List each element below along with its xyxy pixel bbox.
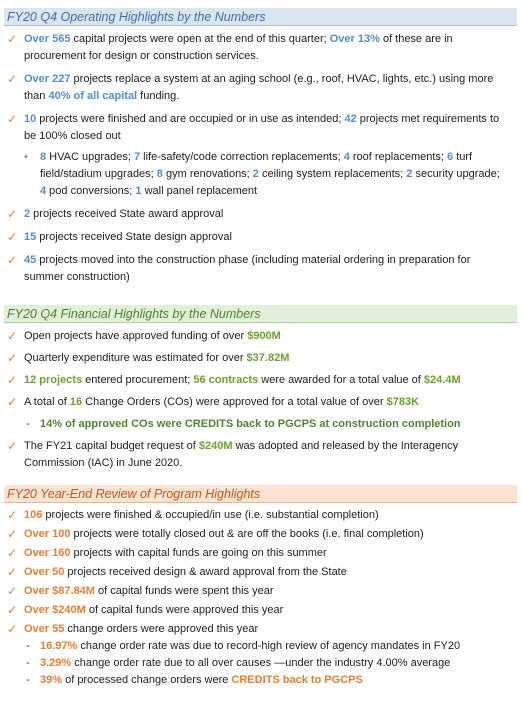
highlight-number: 42 — [344, 113, 357, 125]
highlight-number: 16.97% — [40, 640, 78, 652]
list-item — [0, 545, 521, 562]
item-text: projects were finished and are occupied or in use as intended; — [36, 113, 345, 125]
highlight-number: Over 100 — [24, 528, 71, 540]
check-icon: ✓ — [6, 603, 18, 617]
item-text: of capital funds were approved this year — [85, 604, 284, 616]
sub-list-item — [0, 638, 521, 655]
check-icon: ✓ — [6, 546, 18, 560]
item-text: A total of — [24, 396, 70, 408]
list-item — [0, 372, 521, 389]
highlight-number: Over 227 — [24, 73, 71, 85]
highlight-number: 56 contracts — [193, 374, 259, 386]
check-icon: ✓ — [6, 329, 18, 343]
list-item — [0, 350, 521, 367]
highlight-number: 2 — [24, 208, 31, 220]
item-text: projects received design & award approval from the State — [64, 566, 347, 578]
list-item — [0, 438, 521, 472]
highlight-number: $24.4M — [423, 374, 461, 386]
list-item — [0, 229, 521, 246]
highlight-number: Over 160 — [24, 547, 71, 559]
financial-highlights-section — [0, 305, 521, 472]
check-icon: ✓ — [6, 112, 18, 126]
list-item — [0, 394, 521, 411]
highlight-number: 8 — [40, 151, 47, 163]
item-text: of processed change orders were — [62, 674, 232, 686]
highlight-number: Over 565 — [24, 33, 71, 45]
dash-icon: - — [26, 674, 30, 686]
highlight-number: CREDITS back to PGCPS — [231, 674, 363, 686]
highlight-number: 8 — [156, 168, 163, 180]
year-end-review-section — [0, 485, 521, 689]
highlight-number: 106 — [24, 509, 43, 521]
highlight-number: $900M — [247, 330, 281, 342]
check-icon: ✓ — [6, 207, 18, 221]
check-icon: ✓ — [6, 527, 18, 541]
check-icon: ✓ — [6, 351, 18, 365]
item-text: security upgrade; — [412, 168, 500, 180]
item-text: HVAC upgrades; — [46, 151, 134, 163]
item-text: was adopted and released by the Interagency Commission (IAC) in June 2020. — [24, 440, 459, 469]
check-icon: ✓ — [6, 373, 18, 387]
check-icon: ✓ — [6, 253, 18, 267]
item-text: were awarded for a total value of — [258, 374, 424, 386]
item-text: change orders were approved this year — [64, 623, 259, 635]
highlight-number: 40% of all capital — [48, 90, 138, 102]
highlight-number: 2 — [406, 168, 413, 180]
list-item — [0, 31, 521, 65]
item-text: projects were totally closed out & are off the books (i.e. final completion) — [70, 528, 424, 540]
item-text: turf field/stadium upgrades; — [40, 151, 473, 180]
item-text: gym renovations; — [162, 168, 253, 180]
highlight-number: 15 — [24, 231, 37, 243]
check-icon: ✓ — [6, 395, 18, 409]
item-text: change order rate was due to record-high review of agency mandates in FY20 — [77, 640, 461, 652]
highlight-number: $783K — [386, 396, 420, 408]
check-icon: ✓ — [6, 439, 18, 453]
item-text: projects with capital funds are going on this summer — [70, 547, 327, 559]
item-text: The FY21 capital budget request of — [24, 440, 199, 452]
check-icon: ✓ — [6, 72, 18, 86]
list-item — [0, 252, 521, 286]
highlight-number: 4 — [40, 185, 47, 197]
item-text: projects met requirements to be 100% closed out — [24, 113, 500, 142]
list-item — [0, 564, 521, 581]
item-text: funding. — [137, 90, 180, 102]
check-icon: ✓ — [6, 32, 18, 46]
highlight-number: 6 — [447, 151, 454, 163]
highlight-number: 2 — [252, 168, 259, 180]
list-item — [0, 206, 521, 223]
item-text: of these are in procurement for design or construction services. — [24, 33, 453, 62]
sub-list-item — [0, 149, 521, 200]
sub-list-item — [0, 655, 521, 672]
section-title: FY20 Year-End Review of Program Highlights — [4, 485, 517, 503]
item-text: projects were finished & occupied/in use (i.e. substantial completion) — [42, 509, 379, 521]
operating-highlights-section — [0, 8, 521, 286]
highlight-number: Over 13% — [329, 33, 380, 45]
item-text: projects moved into the construction phase (including material ordering in preparation for summer construction) — [24, 254, 471, 283]
highlight-number: Over $87.84M — [24, 585, 95, 597]
check-icon: ✓ — [6, 584, 18, 598]
check-icon: ✓ — [6, 230, 18, 244]
list-item — [0, 328, 521, 345]
highlight-number: 12 projects — [24, 374, 83, 386]
highlight-number: 7 — [133, 151, 141, 163]
item-text: projects replace a system at an aging school (e.g., roof, HVAC, lights, etc.) using more than — [24, 73, 494, 102]
item-text: of capital funds were spent this year — [94, 585, 274, 597]
item-text: projects received State design approval — [36, 231, 232, 243]
list-item — [0, 583, 521, 600]
highlight-number: 3.29% — [40, 657, 72, 669]
item-text: capital projects were open at the end of this quarter; — [70, 33, 330, 45]
highlight-number: Over 55 — [24, 623, 65, 635]
list-item — [0, 71, 521, 105]
item-text: ceiling system replacements; — [258, 168, 407, 180]
highlight-number: $37.82M — [246, 352, 290, 364]
list-item — [0, 526, 521, 543]
item-text: roof replacements; — [349, 151, 448, 163]
list-item — [0, 621, 521, 638]
highlight-number: 1 — [135, 185, 142, 197]
item-text: change order rate due to all over causes —under the industry 4.00% average — [71, 657, 451, 669]
highlight-number: 39% — [40, 674, 63, 686]
item-text: Change Orders (COs) were approved for a total value of over — [82, 396, 387, 408]
bullet-icon: • — [24, 151, 28, 163]
dash-icon: - — [26, 418, 30, 430]
sub-list-item — [0, 672, 521, 689]
check-icon: ✓ — [6, 508, 18, 522]
list-item — [0, 111, 521, 145]
highlight-number: 4 — [343, 151, 350, 163]
check-icon: ✓ — [6, 565, 18, 579]
list-item — [0, 507, 521, 524]
highlight-number: 45 — [24, 254, 37, 266]
dash-icon: - — [26, 657, 30, 669]
highlight-number: $240M — [198, 440, 233, 452]
highlight-number: Over $240M — [24, 604, 86, 616]
dash-icon: - — [26, 640, 30, 652]
highlight-number: 16 — [69, 396, 83, 408]
item-text: wall panel replacement — [141, 185, 258, 197]
item-text: projects received State award approval — [30, 208, 224, 220]
item-text: entered procurement; — [82, 374, 194, 386]
item-text: life-safety/code correction replacements; — [140, 151, 344, 163]
sub-list-item — [0, 416, 521, 433]
highlight-number: Over 50 — [24, 566, 65, 578]
check-icon: ✓ — [6, 622, 18, 636]
section-title: FY20 Q4 Operating Highlights by the Numbers — [4, 8, 517, 26]
highlight-number: 10 — [24, 113, 37, 125]
item-text: 14% of approved COs were CREDITS back to PGCPS at construction completion — [40, 418, 461, 430]
item-text: Quarterly expenditure was estimated for over — [24, 352, 247, 364]
list-item — [0, 602, 521, 619]
section-title: FY20 Q4 Financial Highlights by the Numbers — [4, 305, 517, 323]
item-text: Open projects have approved funding of over — [24, 330, 248, 342]
item-text: pod conversions; — [46, 185, 136, 197]
